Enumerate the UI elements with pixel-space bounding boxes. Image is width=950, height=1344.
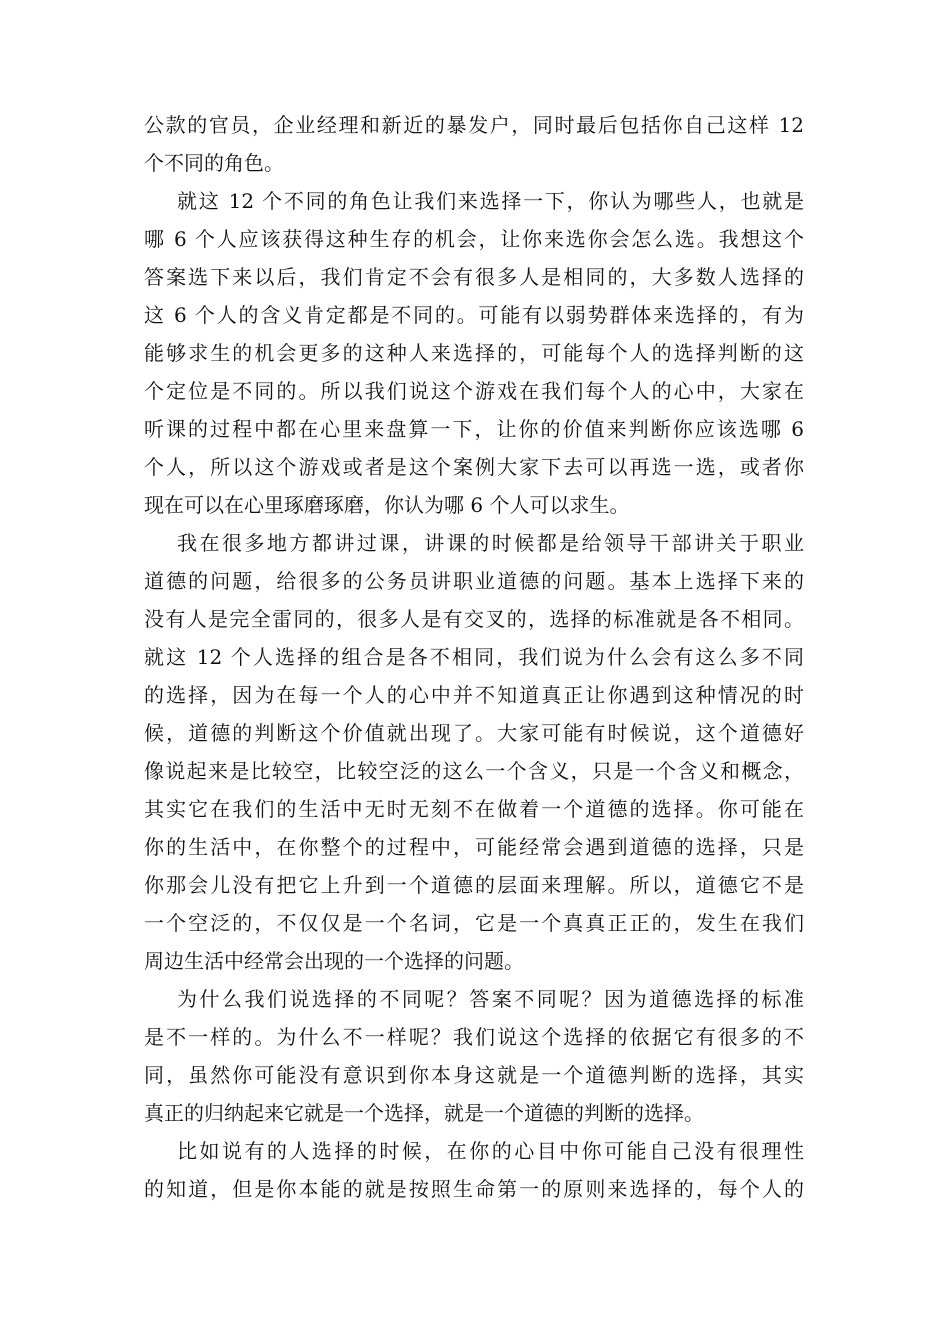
text-line: 我在很多地方都讲过课，讲课的时候都是给领导干部讲关于职业 [177,531,804,555]
paragraph [144,524,804,980]
text-line: 同，虽然你可能没有意识到你本身这就是一个道德判断的选择，其实 [144,1063,804,1087]
text-line: 比如说有的人选择的时候，在你的心目中你可能自己没有很理性 [177,1139,804,1163]
paragraph [144,980,804,1132]
text-line: 个定位是不同的。所以我们说这个游戏在我们每个人的心中，大家在 [144,379,804,403]
text-line: 真正的归纳起来它就是一个选择，就是一个道德的判断的选择。 [144,1101,704,1125]
text-line: 这 6 个人的含义肯定都是不同的。可能有以弱势群体来选择的，有为 [144,303,804,327]
document-body [144,106,804,1208]
text-line: 你那会儿没有把它上升到一个道德的层面来理解。所以，道德它不是 [144,873,804,897]
paragraph [144,1132,804,1208]
text-line: 的知道，但是你本能的就是按照生命第一的原则来选择的，每个人的 [144,1177,804,1201]
text-line: 没有人是完全雷同的，很多人是有交叉的，选择的标准就是各不相同。 [144,607,804,631]
text-line: 就这 12 个人选择的组合是各不相同，我们说为什么会有这么多不同 [144,645,804,669]
text-line: 其实它在我们的生活中无时无刻不在做着一个道德的选择。你可能在 [144,797,804,821]
text-line: 个不同的角色。 [144,151,284,175]
text-line: 答案选下来以后，我们肯定不会有很多人是相同的，大多数人选择的 [144,265,804,289]
text-line: 哪 6 个人应该获得这种生存的机会，让你来选你会怎么选。我想这个 [144,227,804,251]
paragraph [144,182,804,524]
text-line: 的选择，因为在每一个人的心中并不知道真正让你遇到这种情况的时 [144,683,804,707]
text-line: 道德的问题，给很多的公务员讲职业道德的问题。基本上选择下来的 [144,569,804,593]
text-line: 听课的过程中都在心里来盘算一下，让你的价值来判断你应该选哪 6 [144,417,804,441]
text-line: 能够求生的机会更多的这种人来选择的，可能每个人的选择判断的这 [144,341,804,365]
text-line: 为什么我们说选择的不同呢？答案不同呢？因为道德选择的标准 [177,987,804,1011]
text-line: 周边生活中经常会出现的一个选择的问题。 [144,949,524,973]
text-line: 个人，所以这个游戏或者是这个案例大家下去可以再选一选，或者你 [144,455,804,479]
text-line: 是不一样的。为什么不一样呢？我们说这个选择的依据它有很多的不 [144,1025,804,1049]
text-line: 现在可以在心里琢磨琢磨，你认为哪 6 个人可以求生。 [144,493,630,517]
text-line: 候，道德的判断这个价值就出现了。大家可能有时候说，这个道德好 [144,721,804,745]
text-line: 一个空泛的，不仅仅是一个名词，它是一个真真正正的，发生在我们 [144,911,804,935]
text-line: 你的生活中，在你整个的过程中，可能经常会遇到道德的选择，只是 [144,835,804,859]
text-line: 就这 12 个不同的角色让我们来选择一下，你认为哪些人，也就是 [177,189,804,213]
text-line: 像说起来是比较空，比较空泛的这么一个含义，只是一个含义和概念， [144,759,804,783]
paragraph [144,106,804,182]
text-line: 公款的官员，企业经理和新近的暴发户，同时最后包括你自己这样 12 [144,113,804,137]
